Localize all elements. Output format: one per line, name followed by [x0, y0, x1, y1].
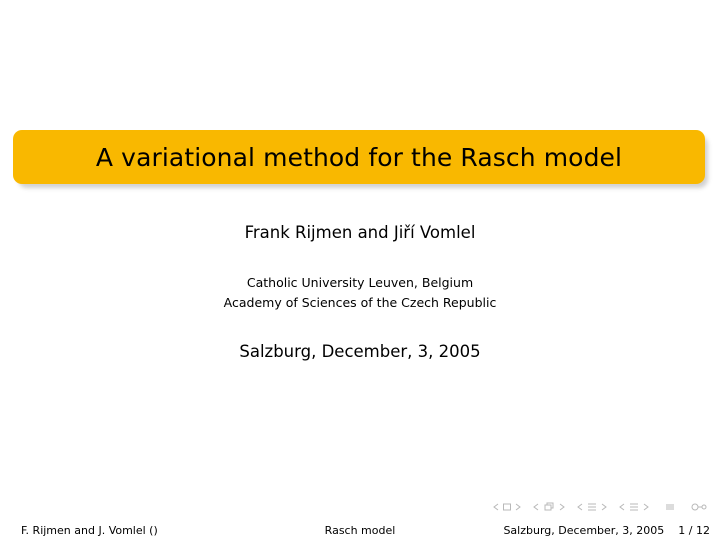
beamer-navigation-bar: [492, 502, 708, 512]
nav-search-icon[interactable]: [690, 502, 708, 512]
nav-arrow-left-icon[interactable]: [532, 502, 540, 512]
affiliation-1: Catholic University Leuven, Belgium: [246, 275, 474, 290]
nav-arrow-right-icon[interactable]: [558, 502, 566, 512]
slide-footer: [0, 520, 720, 541]
nav-arrow-left-icon[interactable]: [618, 502, 626, 512]
nav-arrow-left-icon[interactable]: [492, 502, 500, 512]
nav-align-icon[interactable]: [664, 502, 676, 512]
title-block: [13, 130, 705, 184]
footer-short-title: Rasch model: [324, 524, 396, 537]
affiliation-2: Academy of Sciences of the Czech Republic: [223, 295, 497, 310]
nav-frame-icon[interactable]: [502, 502, 512, 512]
page-number: 1 / 12: [678, 524, 710, 537]
nav-subsection-icon[interactable]: [542, 502, 556, 512]
nav-section-icon[interactable]: [628, 502, 640, 512]
footer-date: Salzburg, December, 3, 2005: [503, 524, 665, 537]
slide-title: A variational method for the Rasch model: [95, 142, 623, 172]
footer-author: F. Rijmen and J. Vomlel (): [21, 524, 158, 537]
nav-arrow-right-icon[interactable]: [642, 502, 650, 512]
nav-arrow-right-icon[interactable]: [600, 502, 608, 512]
nav-arrow-right-icon[interactable]: [514, 502, 522, 512]
authors: Frank Rijmen and Jiří Vomlel: [244, 223, 476, 242]
presentation-date: Salzburg, December, 3, 2005: [239, 342, 481, 361]
nav-arrow-left-icon[interactable]: [576, 502, 584, 512]
nav-section-icon[interactable]: [586, 502, 598, 512]
footer-right: [455, 524, 720, 537]
